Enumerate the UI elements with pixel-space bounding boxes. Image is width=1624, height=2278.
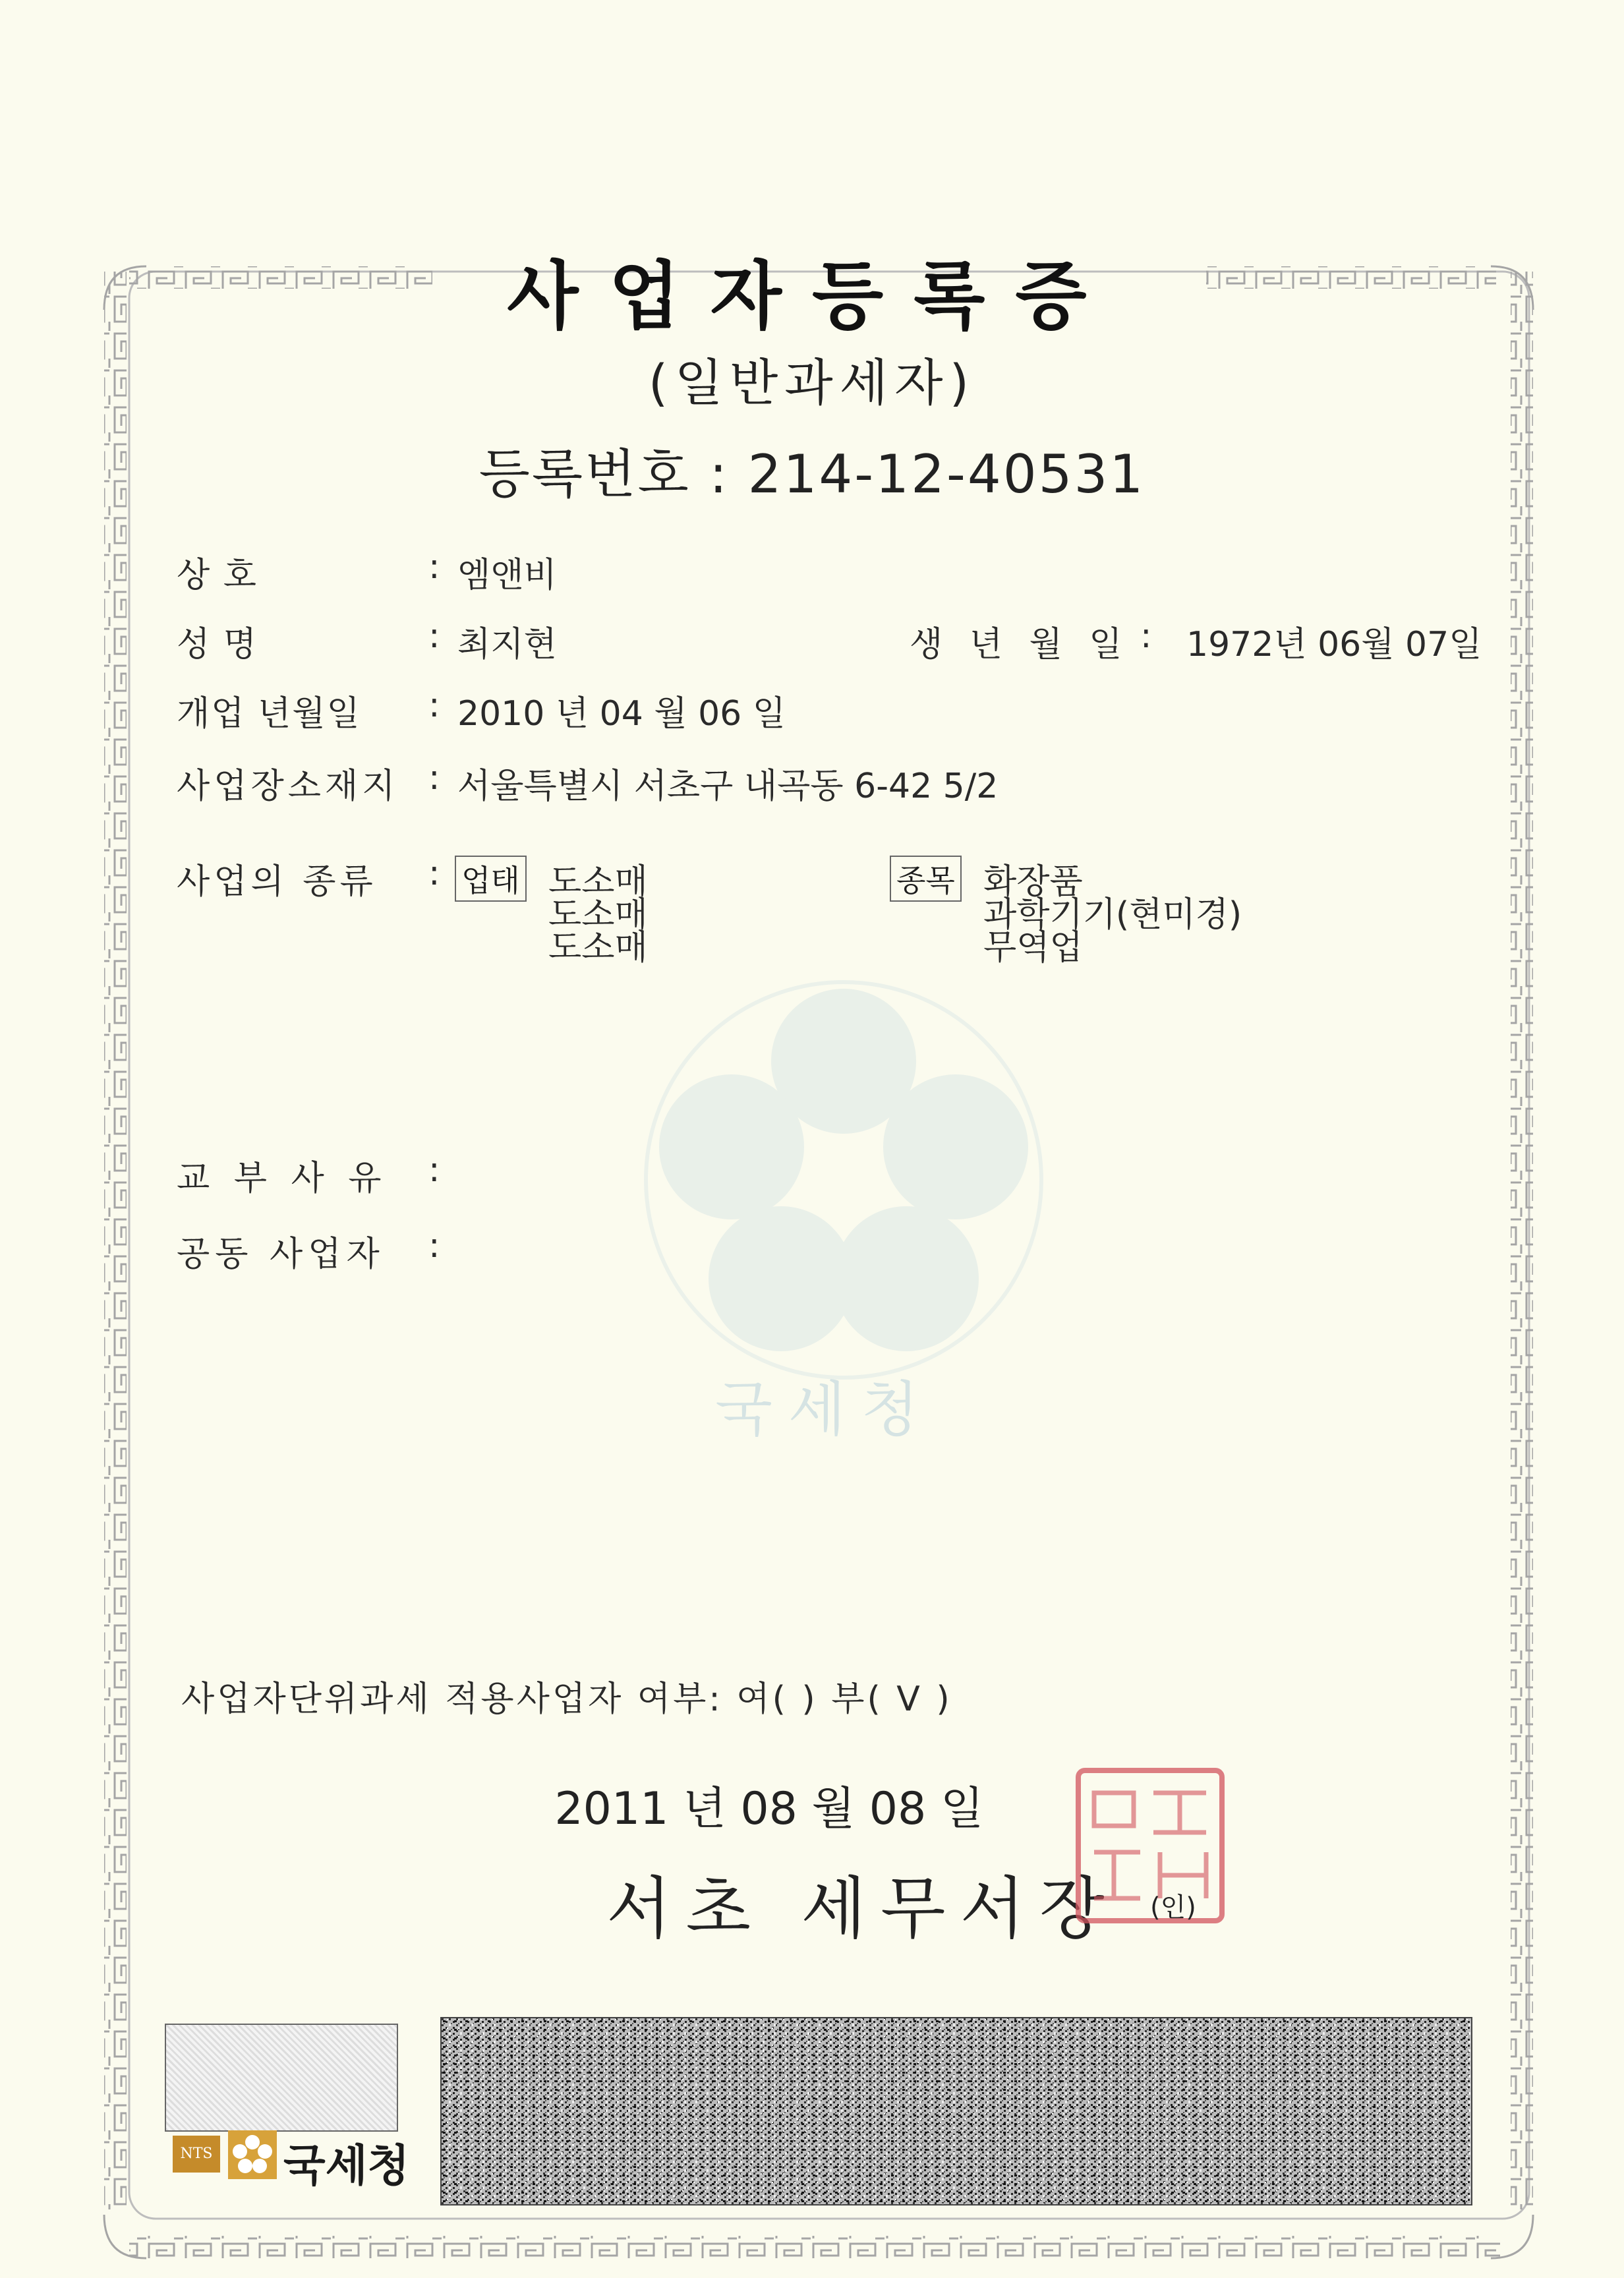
nts-badge: NTS [173,2136,220,2173]
trade-name-label: 상 호 [177,556,258,595]
hologram-box [165,2024,398,2132]
open-date-value: 2010 년 04 월 06 일 [457,694,786,734]
item-tag: 종목 [890,856,962,902]
nts-emblem-watermark [639,962,1048,1424]
issue-reason-label: 교 부 사 유 [177,1159,388,1198]
open-date-colon: : [428,686,440,725]
business-type-colon: : [428,854,440,893]
registration-label: 등록번호 : [478,444,730,505]
birth-label: 생 년 월 일 [910,625,1130,664]
open-date-label: 개업 년월일 [177,694,361,734]
item-1: 화장품 [983,862,1083,902]
agency-name: 국세청 [283,2140,410,2191]
issue-reason-colon: : [428,1150,440,1190]
trade-name-colon: : [428,547,440,587]
name-label: 성 명 [177,625,258,664]
security-pattern [440,2017,1472,2205]
birth-value: 1972년 06월 07일 [1186,625,1482,664]
name-value: 최지현 [457,625,557,664]
business-type-label: 사업의 종류 [177,862,377,902]
registration-number: 214-12-40531 [747,444,1146,505]
address-value: 서울특별시 서초구 내곡동 6-42 5/2 [457,767,999,806]
name-colon: : [428,616,440,656]
issue-date: 2011 년 08 월 08 일 [554,1783,984,1835]
registration-number-line [0,432,1624,508]
document-title: 사업자등록증 [507,254,1117,339]
co-owner-colon: : [428,1226,440,1266]
address-label: 사업장소재지 [177,767,399,806]
trade-name-value: 엠앤비 [457,556,557,595]
issuer-name: 서초 세무서장 [606,1870,1119,1948]
watermark-text: 국세청 [715,1375,935,1444]
seal-mark-text: (인) [1150,1892,1196,1923]
category-tag: 업태 [455,856,527,902]
nts-flower-icon [228,2130,277,2179]
birth-colon: : [1140,616,1152,656]
address-colon: : [428,758,440,798]
category-item-2: 도소매 [548,895,648,935]
co-owner-label: 공동 사업자 [177,1235,385,1274]
item-2: 과학기기(현미경) [983,895,1242,935]
document-subtitle: (일반과세자) [648,353,976,412]
item-3: 무역업 [983,928,1083,968]
category-item-3: 도소매 [548,928,648,968]
category-item-1: 도소매 [548,862,648,902]
unit-taxation-line: 사업자단위과세 적용사업자 여부: 여( ) 부( V ) [181,1679,952,1719]
